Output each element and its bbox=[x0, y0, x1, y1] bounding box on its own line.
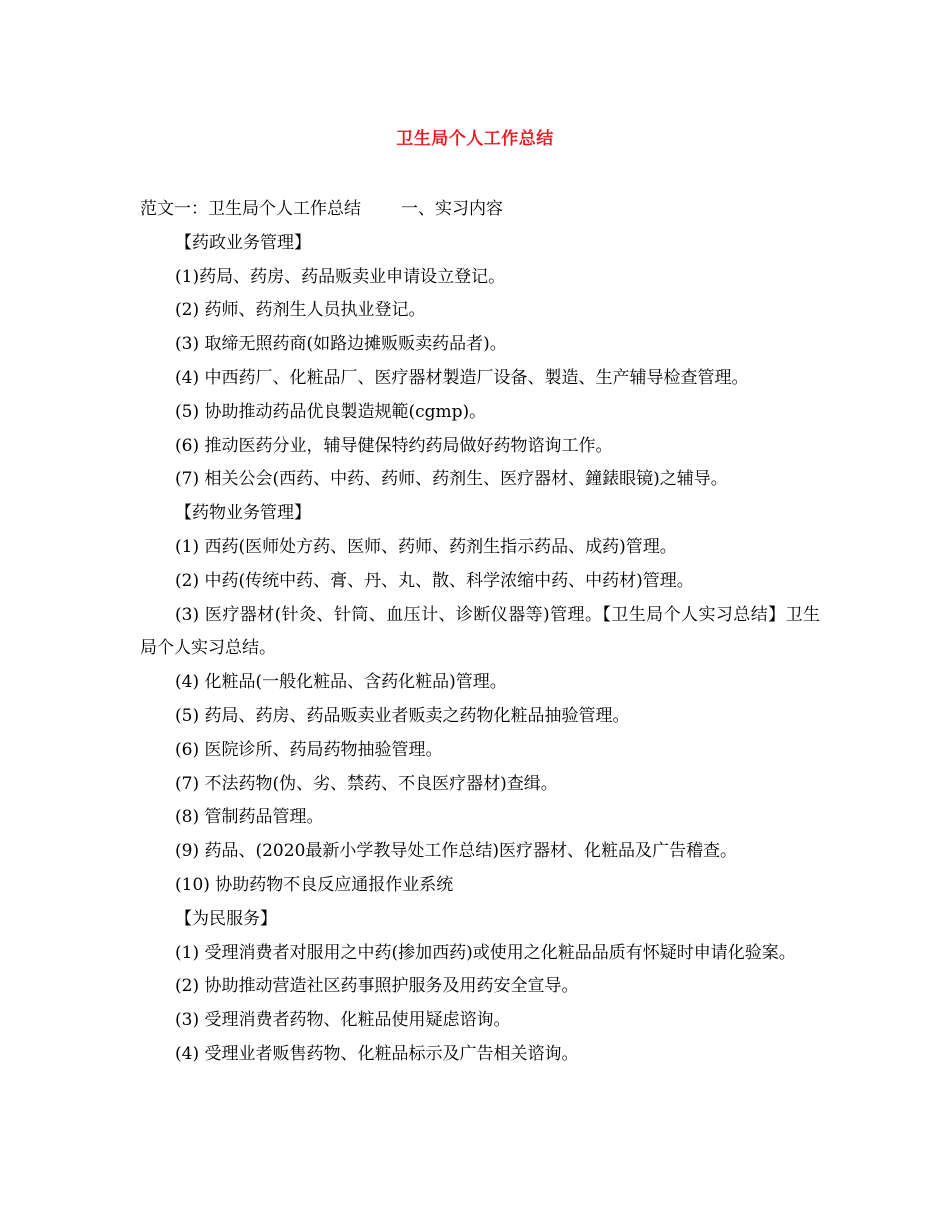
list-item: (4) 中西药厂、化粧品厂、医疗器材製造厂设备、製造、生产辅导检查管理。 bbox=[175, 367, 749, 388]
intro-left-text: 范文一：卫生局个人工作总结 bbox=[140, 199, 361, 219]
list-item: (3) 取缔无照药商(如路边摊贩贩卖药品者)。 bbox=[175, 334, 507, 355]
list-item: (7) 不法药物(伪、劣、禁药、不良医疗器材)查缉。 bbox=[175, 773, 558, 794]
list-item: (5) 协助推动药品优良製造规範(cgmp)。 bbox=[175, 401, 487, 422]
list-item: (2) 中药(传统中药、膏、丹、丸、散、科学浓缩中药、中药材)管理。 bbox=[175, 570, 694, 591]
list-item: (7) 相关公会(西药、中药、药师、药剂生、医疗器材、鐘錶眼镜)之辅导。 bbox=[175, 469, 728, 490]
list-item: (6) 推动医药分业，辅导健保特约药局做好药物谘询工作。 bbox=[175, 435, 613, 456]
section-heading: 【为民服务】 bbox=[175, 908, 277, 929]
list-item: (2) 协助推动营造社区药事照护服务及用药安全宣导。 bbox=[175, 976, 579, 997]
intro-right-text: 一、实习内容 bbox=[401, 199, 503, 219]
list-item: (5) 药局、药房、药品贩卖业者贩卖之药物化粧品抽验管理。 bbox=[175, 705, 630, 726]
list-item: (4) 化粧品(一般化粧品、含药化粧品)管理。 bbox=[175, 672, 507, 693]
list-item: (8) 管制药品管理。 bbox=[175, 807, 324, 828]
list-item: (6) 医院诊所、药局药物抽验管理。 bbox=[175, 739, 443, 760]
section-heading: 【药政业务管理】 bbox=[175, 232, 311, 253]
list-item-wrapped: (3) 医疗器材(针灸、针筒、血压计、诊断仪器等)管理。【卫生局个人实习总结】卫生局个人实习总结。 bbox=[140, 604, 820, 659]
section-heading: 【药物业务管理】 bbox=[175, 503, 311, 524]
list-item: (4) 受理业者贩售药物、化粧品标示及广告相关谘询。 bbox=[175, 1043, 579, 1064]
document-body bbox=[140, 193, 820, 1072]
list-item: (1)药局、药房、药品贩卖业申请设立登记。 bbox=[175, 266, 506, 287]
list-item: (9) 药品、(2020最新小学教导处工作总结)医疗器材、化粧品及广告稽查。 bbox=[175, 841, 738, 862]
list-item: (1) 西药(医师处方药、医师、药师、药剂生指示药品、成药)管理。 bbox=[175, 536, 677, 557]
list-item: (2) 药师、药剂生人员执业登记。 bbox=[175, 300, 426, 321]
list-item: (3) 受理消费者药物、化粧品使用疑虑谘询。 bbox=[175, 1010, 511, 1031]
document-title: 卫生局个人工作总结 bbox=[396, 129, 554, 149]
intro-line bbox=[140, 193, 820, 227]
list-item-wrapped: (1) 受理消费者对服用之中药(掺加西药)或使用之化粧品品质有怀疑时申请化验案。 bbox=[175, 942, 796, 963]
list-item: (10) 协助药物不良反应通报作业系统 bbox=[175, 874, 454, 895]
